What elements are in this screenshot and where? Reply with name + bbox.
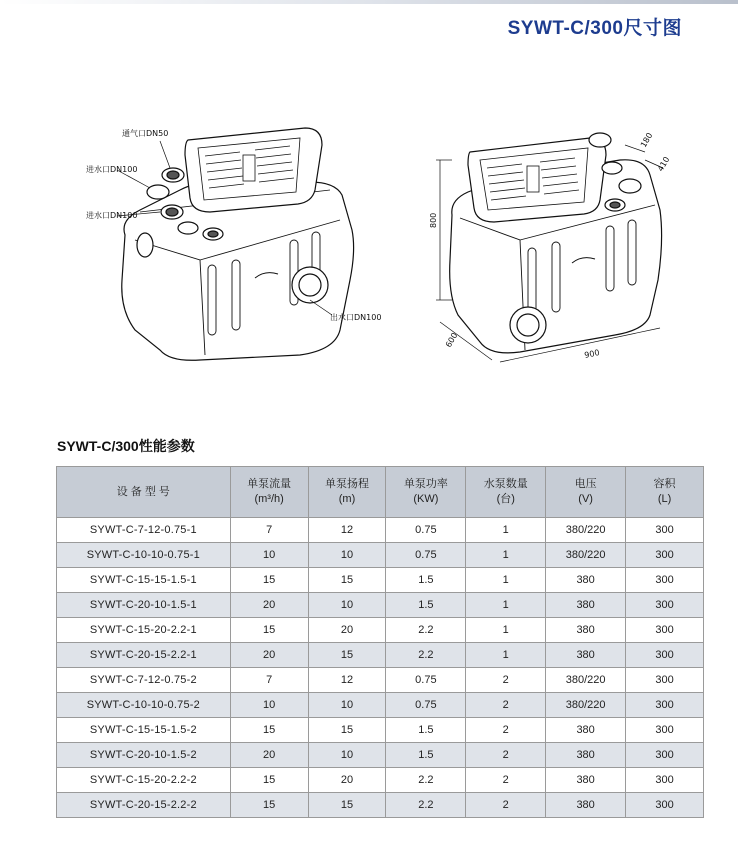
value-cell: 20	[308, 618, 386, 643]
value-cell: 10	[230, 543, 308, 568]
value-cell: 2	[466, 668, 546, 693]
table-body	[57, 518, 704, 818]
value-cell: 2	[466, 743, 546, 768]
value-cell: 15	[308, 793, 386, 818]
column-header-label: 容积	[653, 478, 676, 490]
table-row	[57, 668, 704, 693]
value-cell: 10	[308, 543, 386, 568]
value-cell: 300	[626, 693, 704, 718]
value-cell: 2	[466, 768, 546, 793]
value-cell: 10	[308, 693, 386, 718]
vent-label: 通气口DN50	[122, 129, 169, 138]
value-cell: 7	[230, 518, 308, 543]
value-cell: 1	[466, 643, 546, 668]
top-dimension-2: 410	[655, 155, 672, 173]
value-cell: 20	[230, 743, 308, 768]
value-cell: 1	[466, 568, 546, 593]
tank-right-view	[450, 133, 662, 353]
column-header-label: 单泵流量	[247, 478, 292, 490]
table-row	[57, 618, 704, 643]
model-cell: SYWT-C-7-12-0.75-2	[57, 668, 231, 693]
value-cell: 380	[546, 618, 626, 643]
value-cell: 300	[626, 518, 704, 543]
value-cell: 2.2	[386, 618, 466, 643]
outlet-label: 出水口DN100	[330, 313, 382, 322]
column-header-label: 水泵数量	[483, 478, 528, 490]
column-header	[626, 467, 704, 518]
value-cell: 380/220	[546, 693, 626, 718]
value-cell: 300	[626, 593, 704, 618]
value-cell: 15	[230, 793, 308, 818]
model-cell: SYWT-C-20-15-2.2-2	[57, 793, 231, 818]
value-cell: 15	[230, 718, 308, 743]
column-header-unit: (V)	[578, 493, 593, 505]
value-cell: 380	[546, 643, 626, 668]
value-cell: 15	[230, 568, 308, 593]
value-cell: 380	[546, 593, 626, 618]
table-row	[57, 543, 704, 568]
table-row	[57, 743, 704, 768]
value-cell: 2.2	[386, 768, 466, 793]
table-row	[57, 643, 704, 668]
model-cell: SYWT-C-10-10-0.75-1	[57, 543, 231, 568]
column-header-unit: (L)	[657, 493, 672, 505]
table-header	[57, 467, 704, 518]
column-header	[546, 467, 626, 518]
column-header-label: 单泵扬程	[325, 478, 369, 490]
value-cell: 1	[466, 593, 546, 618]
value-cell: 1.5	[386, 718, 466, 743]
column-header-unit: (台)	[496, 493, 515, 505]
value-cell: 0.75	[386, 693, 466, 718]
value-cell: 300	[626, 793, 704, 818]
value-cell: 380/220	[546, 543, 626, 568]
column-header-label: 电压	[574, 478, 597, 490]
model-cell: SYWT-C-20-15-2.2-1	[57, 643, 231, 668]
value-cell: 380	[546, 718, 626, 743]
model-cell: SYWT-C-7-12-0.75-1	[57, 518, 231, 543]
inlet-label-2: 进水口DN100	[86, 211, 138, 220]
value-cell: 1	[466, 543, 546, 568]
model-cell: SYWT-C-20-10-1.5-2	[57, 743, 231, 768]
value-cell: 20	[230, 593, 308, 618]
dimension-drawing	[0, 100, 738, 400]
column-header-unit: (m³/h)	[254, 493, 284, 505]
header-row	[57, 467, 704, 518]
value-cell: 1.5	[386, 743, 466, 768]
height-dimension: 800	[429, 212, 438, 228]
table-row	[57, 518, 704, 543]
value-cell: 380/220	[546, 668, 626, 693]
value-cell: 2	[466, 693, 546, 718]
value-cell: 0.75	[386, 668, 466, 693]
value-cell: 20	[230, 643, 308, 668]
table-row	[57, 793, 704, 818]
value-cell: 1.5	[386, 593, 466, 618]
table-row	[57, 568, 704, 593]
value-cell: 10	[230, 693, 308, 718]
value-cell: 12	[308, 518, 386, 543]
value-cell: 2.2	[386, 643, 466, 668]
value-cell: 380	[546, 743, 626, 768]
value-cell: 15	[308, 568, 386, 593]
value-cell: 10	[308, 743, 386, 768]
top-gradient-bar	[0, 0, 738, 4]
page-title: SYWT-C/300尺寸图	[507, 18, 682, 39]
value-cell: 300	[626, 743, 704, 768]
model-cell: SYWT-C-15-20-2.2-1	[57, 618, 231, 643]
value-cell: 20	[308, 768, 386, 793]
column-header	[308, 467, 386, 518]
value-cell: 2.2	[386, 793, 466, 818]
column-header	[57, 467, 231, 518]
model-cell: SYWT-C-20-10-1.5-1	[57, 593, 231, 618]
value-cell: 1	[466, 518, 546, 543]
value-cell: 300	[626, 668, 704, 693]
table-row	[57, 718, 704, 743]
value-cell: 300	[626, 768, 704, 793]
value-cell: 380/220	[546, 518, 626, 543]
value-cell: 300	[626, 568, 704, 593]
value-cell: 300	[626, 718, 704, 743]
column-header-label: 单泵功率	[403, 478, 448, 490]
value-cell: 380	[546, 568, 626, 593]
table-row	[57, 593, 704, 618]
value-cell: 7	[230, 668, 308, 693]
column-header-label: 设 备 型 号	[116, 485, 170, 498]
value-cell: 15	[308, 643, 386, 668]
model-cell: SYWT-C-15-15-1.5-1	[57, 568, 231, 593]
column-header	[386, 467, 466, 518]
value-cell: 300	[626, 643, 704, 668]
performance-table	[56, 466, 704, 818]
value-cell: 380	[546, 768, 626, 793]
value-cell: 300	[626, 618, 704, 643]
model-cell: SYWT-C-10-10-0.75-2	[57, 693, 231, 718]
model-cell: SYWT-C-15-15-1.5-2	[57, 718, 231, 743]
value-cell: 0.75	[386, 518, 466, 543]
value-cell: 2	[466, 793, 546, 818]
section-title: SYWT-C/300性能参数	[57, 438, 195, 454]
value-cell: 0.75	[386, 543, 466, 568]
value-cell: 2	[466, 718, 546, 743]
value-cell: 1	[466, 618, 546, 643]
tank-left-view	[122, 128, 354, 360]
top-dimension-1: 180	[638, 131, 655, 149]
width-dimension: 900	[583, 347, 601, 360]
value-cell: 12	[308, 668, 386, 693]
value-cell: 380	[546, 793, 626, 818]
value-cell: 10	[308, 593, 386, 618]
value-cell: 15	[308, 718, 386, 743]
column-header-unit: (m)	[338, 493, 356, 505]
value-cell: 300	[626, 543, 704, 568]
column-header-unit: (KW)	[413, 493, 439, 505]
value-cell: 15	[230, 618, 308, 643]
depth-dimension: 600	[443, 331, 460, 349]
model-cell: SYWT-C-15-20-2.2-2	[57, 768, 231, 793]
table-row	[57, 693, 704, 718]
column-header	[466, 467, 546, 518]
inlet-label-1: 进水口DN100	[86, 165, 138, 174]
column-header	[230, 467, 308, 518]
value-cell: 15	[230, 768, 308, 793]
table-row	[57, 768, 704, 793]
value-cell: 1.5	[386, 568, 466, 593]
